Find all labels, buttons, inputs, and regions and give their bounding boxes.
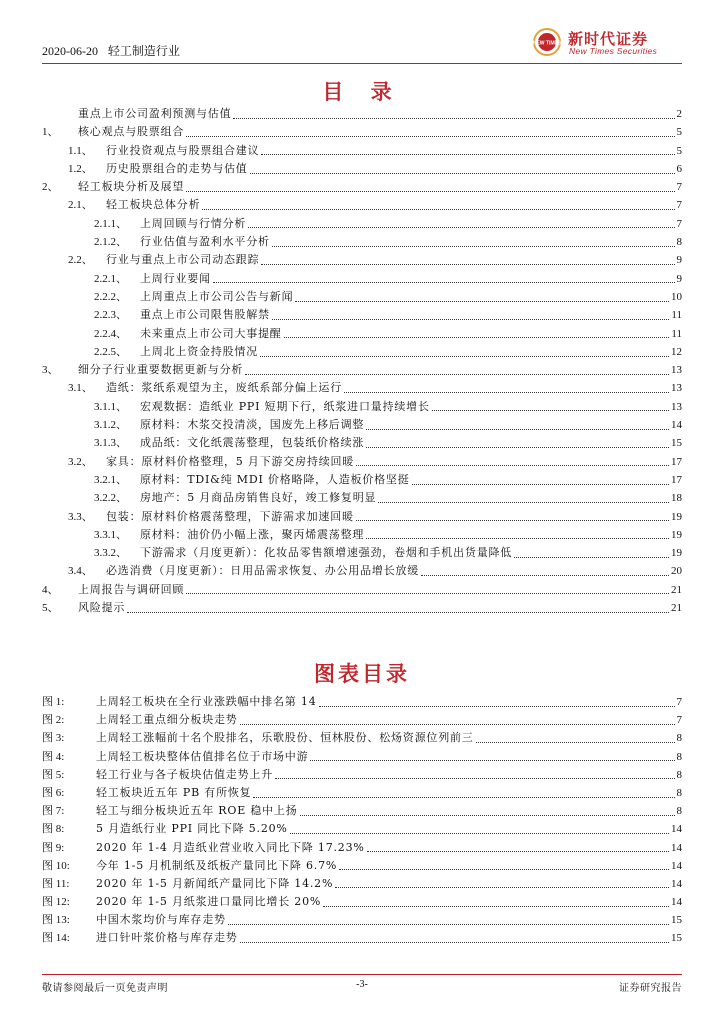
page-ref: 14 xyxy=(671,859,682,872)
dot-leader xyxy=(248,227,674,228)
section-number: 2.2.4、 xyxy=(94,327,127,340)
page-ref: 8 xyxy=(676,786,682,799)
toc-entry[interactable] xyxy=(42,379,682,397)
dot-leader xyxy=(300,815,675,816)
figure-number: 图 3: xyxy=(42,732,65,745)
logo-chinese-name: 新时代证券 xyxy=(568,30,649,48)
dot-leader xyxy=(514,557,669,558)
page-ref: 6 xyxy=(676,162,682,175)
figure-entry[interactable] xyxy=(42,711,682,729)
dot-leader xyxy=(378,502,669,503)
section-number: 2.2.1、 xyxy=(94,272,127,285)
report-type: 证券研究报告 xyxy=(619,983,682,994)
section-title: 原材料：木浆交投清淡，国废先上移后调整 xyxy=(140,418,365,432)
dot-leader xyxy=(335,887,669,888)
section-title: 风险提示 xyxy=(78,601,126,615)
section-number: 2.1.1、 xyxy=(94,217,127,230)
section-number: 3.1.3、 xyxy=(94,437,127,450)
page-ref: 7 xyxy=(676,217,682,230)
figure-number: 图 10: xyxy=(42,859,70,872)
figure-caption: 中国木浆均价与库存走势 xyxy=(96,913,226,927)
page-number: -3- xyxy=(356,979,368,990)
toc-entry[interactable] xyxy=(42,361,682,379)
page-ref: 9 xyxy=(676,272,682,285)
page-ref: 7 xyxy=(676,199,682,212)
figure-entry[interactable] xyxy=(42,729,682,747)
page-ref: 14 xyxy=(671,877,682,890)
figure-number: 图 9: xyxy=(42,841,65,854)
section-title: 上周重点上市公司公告与新闻 xyxy=(140,289,294,303)
section-number: 2.2.2、 xyxy=(94,290,127,303)
figure-caption: 上周轻工重点细分板块走势 xyxy=(96,713,238,727)
section-title: 原材料：油价仍小幅上涨，聚丙烯震荡整理 xyxy=(140,527,365,541)
page-ref: 14 xyxy=(671,419,682,432)
section-title: 房地产：5 月商品房销售良好，竣工修复明显 xyxy=(140,491,377,505)
section-title: 行业估值与盈利水平分析 xyxy=(140,235,270,249)
section-title: 包装：原材料价格震荡整理，下游需求加速回暖 xyxy=(106,509,354,523)
figure-caption: 上周轻工板块在全行业涨跌幅中排名第 14 xyxy=(96,695,317,708)
section-number: 2.2.3、 xyxy=(94,309,127,322)
dot-leader xyxy=(272,319,670,320)
toc-entry[interactable] xyxy=(42,325,682,343)
page-ref: 15 xyxy=(671,437,682,450)
page-ref: 8 xyxy=(676,750,682,763)
figure-number: 图 13: xyxy=(42,914,70,927)
toc-entry[interactable] xyxy=(42,123,682,141)
figure-entry[interactable] xyxy=(42,802,682,820)
page-ref: 5 xyxy=(676,144,682,157)
page-ref: 11 xyxy=(671,309,682,322)
toc-entry[interactable] xyxy=(42,544,682,562)
figure-number: 图 5: xyxy=(42,768,65,781)
dot-leader xyxy=(310,760,674,761)
section-number: 2.1.2、 xyxy=(94,236,127,249)
industry-name: 轻工制造行业 xyxy=(107,44,180,58)
toc-entry[interactable] xyxy=(42,398,682,416)
logo-emblem-text: NEW TIMES xyxy=(532,40,562,47)
logo-emblem-icon xyxy=(532,27,562,57)
figure-caption: 轻工与细分板块近五年 ROE 稳中上扬 xyxy=(96,804,298,818)
dot-leader xyxy=(295,301,669,302)
page-ref: 21 xyxy=(671,583,682,596)
page-ref: 2 xyxy=(676,108,682,120)
figure-entry[interactable] xyxy=(42,839,682,857)
section-number: 3.1.2、 xyxy=(94,419,127,432)
section-number: 3.1.1、 xyxy=(94,400,127,413)
toc-entry[interactable] xyxy=(42,142,682,160)
dot-leader xyxy=(186,136,674,137)
figure-number: 图 11: xyxy=(42,877,70,890)
section-number: 2.1、 xyxy=(68,199,93,212)
section-number: 4、 xyxy=(42,583,59,596)
toc-entry[interactable] xyxy=(42,306,682,324)
figure-number: 图 2: xyxy=(42,714,65,727)
section-title: 必选消费（月度更新）：日用品需求恢复、办公用品增长放缓 xyxy=(106,564,420,578)
page-ref: 7 xyxy=(676,696,682,708)
toc-entry[interactable] xyxy=(42,105,682,123)
header-info xyxy=(42,42,180,59)
dot-leader xyxy=(284,337,670,338)
toc-entry[interactable] xyxy=(42,251,682,269)
section-number: 2.2、 xyxy=(68,254,93,267)
section-number: 3.3.2、 xyxy=(94,547,127,560)
page-ref: 14 xyxy=(671,841,682,854)
section-number: 1.1、 xyxy=(68,144,93,157)
dot-leader xyxy=(127,612,669,613)
dot-leader xyxy=(260,356,669,357)
page-ref: 8 xyxy=(676,236,682,249)
figure-number: 图 12: xyxy=(42,896,70,909)
dot-leader xyxy=(366,447,669,448)
page-ref: 17 xyxy=(671,455,682,468)
section-title: 下游需求（月度更新）：化妆品零售额增速强劲，卷烟和手机出货量降低 xyxy=(140,546,513,560)
dot-leader xyxy=(367,851,669,852)
figure-number: 图 1: xyxy=(42,696,65,708)
toc-entry[interactable] xyxy=(42,196,682,214)
page-ref: 19 xyxy=(671,528,682,541)
page-ref: 12 xyxy=(671,345,682,358)
toc-entry[interactable] xyxy=(42,471,682,489)
page-ref: 13 xyxy=(671,382,682,395)
toc-entry[interactable] xyxy=(42,343,682,361)
figure-caption: 今年 1-5 月机制纸及纸板产量同比下降 6.7% xyxy=(96,858,338,872)
toc-entry[interactable] xyxy=(42,178,682,196)
dot-leader xyxy=(366,429,669,430)
dot-leader xyxy=(228,924,669,925)
page-ref: 14 xyxy=(671,823,682,836)
dot-leader xyxy=(272,246,675,247)
figure-number: 图 8: xyxy=(42,823,65,836)
page-ref: 8 xyxy=(676,805,682,818)
section-title: 历史股票组合的走势与估值 xyxy=(106,161,248,175)
section-number: 3.2.2、 xyxy=(94,492,127,505)
page-ref: 10 xyxy=(671,290,682,303)
figure-entry[interactable] xyxy=(42,857,682,875)
section-number: 3.3.1、 xyxy=(94,528,127,541)
company-logo xyxy=(532,27,682,57)
figure-caption: 轻工板块近五年 PB 有所恢复 xyxy=(96,785,252,799)
figure-entry[interactable] xyxy=(42,748,682,766)
toc-entry[interactable] xyxy=(42,453,682,471)
page-ref: 19 xyxy=(671,510,682,523)
toc-entry[interactable] xyxy=(42,160,682,178)
section-title: 行业投资观点与股票组合建议 xyxy=(106,143,260,157)
dot-leader xyxy=(261,264,674,265)
toc-entry[interactable] xyxy=(42,434,682,452)
figure-number: 图 4: xyxy=(42,750,65,763)
page-ref: 11 xyxy=(671,327,682,340)
section-title: 成品纸：文化纸震荡整理，包装纸价格续涨 xyxy=(140,436,365,450)
toc-entry[interactable] xyxy=(42,215,682,233)
dot-leader xyxy=(356,465,669,466)
page-ref: 18 xyxy=(671,492,682,505)
page-ref: 17 xyxy=(671,473,682,486)
section-number: 3.4、 xyxy=(68,565,93,578)
toc-entry[interactable] xyxy=(42,233,682,251)
figure-list xyxy=(42,693,682,948)
dot-leader xyxy=(319,706,675,707)
toc-entry[interactable] xyxy=(42,489,682,507)
figure-entry[interactable] xyxy=(42,784,682,802)
figure-entry[interactable] xyxy=(42,893,682,911)
page-ref: 7 xyxy=(676,181,682,194)
toc-entry[interactable] xyxy=(42,288,682,306)
dot-leader xyxy=(240,724,675,725)
page-ref: 13 xyxy=(671,400,682,413)
section-number: 3.3、 xyxy=(68,510,93,523)
dot-leader xyxy=(323,906,669,907)
dot-leader xyxy=(476,742,675,743)
toc-entry[interactable] xyxy=(42,508,682,526)
figure-caption: 轻工行业与各子板块估值走势上升 xyxy=(96,767,273,781)
page-ref: 20 xyxy=(671,565,682,578)
dot-leader xyxy=(233,118,674,119)
dot-leader xyxy=(432,410,669,411)
section-number: 3.1、 xyxy=(68,382,93,395)
section-number: 2、 xyxy=(42,181,59,194)
section-title: 轻工板块分析及展望 xyxy=(78,180,185,194)
section-title: 造纸：浆纸系观望为主，废纸系部分偏上运行 xyxy=(106,381,342,395)
section-number: 3.2、 xyxy=(68,455,93,468)
toc-entry[interactable] xyxy=(42,416,682,434)
figure-caption: 2020 年 1-4 月造纸业营业收入同比下降 17.23% xyxy=(96,840,365,854)
dot-leader xyxy=(261,154,674,155)
figure-entry[interactable] xyxy=(42,875,682,893)
figure-caption: 2020 年 1-5 月新闻纸产量同比下降 14.2% xyxy=(96,876,334,890)
figure-entry[interactable] xyxy=(42,929,682,947)
page-ref: 14 xyxy=(671,896,682,909)
toc-entry[interactable] xyxy=(42,599,682,617)
figures-title: 图表目录 xyxy=(314,661,410,686)
dot-leader xyxy=(250,173,675,174)
figure-caption: 2020 年 1-5 月纸浆进口量同比增长 20% xyxy=(96,895,322,909)
section-title: 上周回顾与行情分析 xyxy=(140,216,247,230)
dot-leader xyxy=(245,374,669,375)
page-ref: 19 xyxy=(671,547,682,560)
section-title: 核心观点与股票组合 xyxy=(78,125,185,139)
figure-entry[interactable] xyxy=(42,820,682,838)
section-title: 家具：原材料价格整理，5 月下游交房持续回暖 xyxy=(106,454,355,468)
figure-number: 图 7: xyxy=(42,805,65,818)
figure-caption: 上周轻工涨幅前十名个股排名，乐歌股份、恒林股份、松炀资源位列前三 xyxy=(96,731,474,745)
dot-leader xyxy=(412,484,669,485)
section-title: 上周行业要闻 xyxy=(140,271,211,285)
page-header xyxy=(42,30,682,64)
page-ref: 9 xyxy=(676,254,682,267)
dot-leader xyxy=(356,520,669,521)
section-title: 未来重点上市公司大事提醒 xyxy=(140,326,282,340)
section-number: 5、 xyxy=(42,602,59,615)
toc-entry[interactable] xyxy=(42,562,682,580)
section-title: 重点上市公司限售股解禁 xyxy=(140,308,270,322)
page-ref: 21 xyxy=(671,602,682,615)
toc-entry[interactable] xyxy=(42,581,682,599)
dot-leader xyxy=(213,282,675,283)
page-ref: 13 xyxy=(671,364,682,377)
section-number: 2.2.5、 xyxy=(94,345,127,358)
section-title: 宏观数据：造纸业 PPI 短期下行，纸浆进口量持续增长 xyxy=(140,399,430,413)
section-number: 3、 xyxy=(42,364,59,377)
figure-entry[interactable] xyxy=(42,911,682,929)
disclaimer-note: 敬请参阅最后一页免责声明 xyxy=(42,983,168,994)
dot-leader xyxy=(290,833,669,834)
figure-entry[interactable] xyxy=(42,766,682,784)
dot-leader xyxy=(240,942,669,943)
page-ref: 15 xyxy=(671,914,682,927)
table-of-contents xyxy=(42,105,682,617)
section-title: 重点上市公司盈利预测与估值 xyxy=(78,107,232,120)
page-ref: 15 xyxy=(671,932,682,945)
page-footer xyxy=(42,974,682,994)
section-number: 1、 xyxy=(42,126,59,139)
dot-leader xyxy=(339,869,669,870)
figure-caption: 上周轻工板块整体估值排名位于市场中游 xyxy=(96,749,309,763)
report-date: 2020-06-20 xyxy=(42,44,98,58)
section-title: 轻工板块总体分析 xyxy=(106,198,201,212)
section-title: 细分子行业重要数据更新与分析 xyxy=(78,363,244,377)
page-ref: 8 xyxy=(676,768,682,781)
section-number: 3.2.1、 xyxy=(94,473,127,486)
dot-leader xyxy=(186,593,669,594)
page-ref: 5 xyxy=(676,126,682,139)
toc-entry[interactable] xyxy=(42,526,682,544)
logo-english-name: New Times Securities xyxy=(569,46,658,56)
page-ref: 8 xyxy=(676,732,682,745)
dot-leader xyxy=(275,778,675,779)
figure-number: 图 6: xyxy=(42,786,65,799)
dot-leader xyxy=(202,209,674,210)
page-ref: 7 xyxy=(676,714,682,727)
dot-leader xyxy=(421,575,669,576)
dot-leader xyxy=(186,191,674,192)
section-title: 行业与重点上市公司动态跟踪 xyxy=(106,253,260,267)
figure-number: 图 14: xyxy=(42,932,70,945)
figure-caption: 5 月造纸行业 PPI 同比下降 5.20% xyxy=(96,822,288,836)
dot-leader xyxy=(344,392,669,393)
dot-leader xyxy=(366,538,669,539)
section-title: 原材料：TDI&纯 MDI 价格略降，人造板价格坚挺 xyxy=(140,472,410,486)
toc-entry[interactable] xyxy=(42,270,682,288)
section-number: 1.2、 xyxy=(68,162,93,175)
section-title: 上周北上资金持股情况 xyxy=(140,344,258,358)
dot-leader xyxy=(253,797,674,798)
toc-title: 目 录 xyxy=(322,79,402,104)
figure-entry[interactable] xyxy=(42,693,682,711)
figure-caption: 进口针叶浆价格与库存走势 xyxy=(96,931,238,945)
section-title: 上周报告与调研回顾 xyxy=(78,582,185,596)
